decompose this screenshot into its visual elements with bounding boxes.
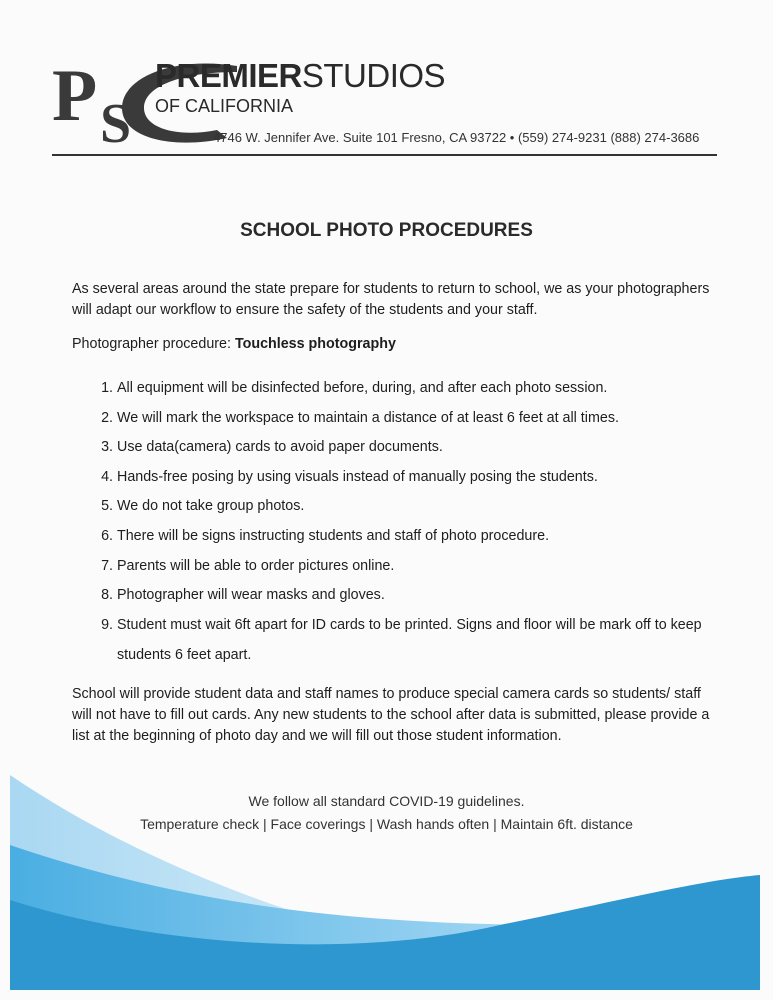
svg-text:S: S [100,93,132,148]
svg-text:P: P [52,58,98,137]
list-item: 8. Photographer will wear masks and gloves. [117,585,757,615]
list-item: 4. Hands-free posing by using visuals instead of manually posing the students. [117,467,757,497]
intro-paragraph: As several areas around the state prepare for students to return to school, we as your photographers will adapt our workflow to ensure the safety of the students and your staff. [72,281,710,318]
page-title: SCHOOL PHOTO PROCEDURES [240,220,533,241]
procedure-line: Photographer procedure: Touchless photography [72,336,396,352]
list-item: 2. We will mark the workspace to maintain a distance of at least 6 feet at all times. [117,408,757,438]
list-item: 5. We do not take group photos. [117,496,757,526]
list-item: 3. Use data(camera) cards to avoid paper documents. [117,437,757,467]
address: 4746 W. Jennifer Ave. Suite 101 Fresno, CA 93722 • (559) 274-9231 (888) 274-3686 [213,130,700,145]
list-item: 7. Parents will be able to order pictures online. [117,556,757,586]
list-item: 1. All equipment will be disinfected before, during, and after each photo session. [117,378,757,408]
footer-line-2: Temperature check | Face coverings | Wash hands often | Maintain 6ft. distance [140,816,633,832]
closing-paragraph: School will provide student data and staff names to produce special camera cards so students/ staff will not have to fill out cards. Any new students to the school after data is submitted, please provide a list at the beginning of photo day and we will fill out those student information. [72,686,710,744]
footer-line-1: We follow all standard COVID-19 guidelines. [248,793,525,809]
divider [52,154,717,156]
procedure-list [72,378,757,670]
brand-name: PREMIERSTUDIOS [155,57,446,94]
list-item: 9. Student must wait 6ft apart for ID cards to be printed. Signs and floor will be mark off to keep students 6 feet apart. [117,610,757,670]
brand-subtitle: OF CALIFORNIA [155,96,294,116]
list-item: 6. There will be signs instructing students and staff of photo procedure. [117,526,757,556]
